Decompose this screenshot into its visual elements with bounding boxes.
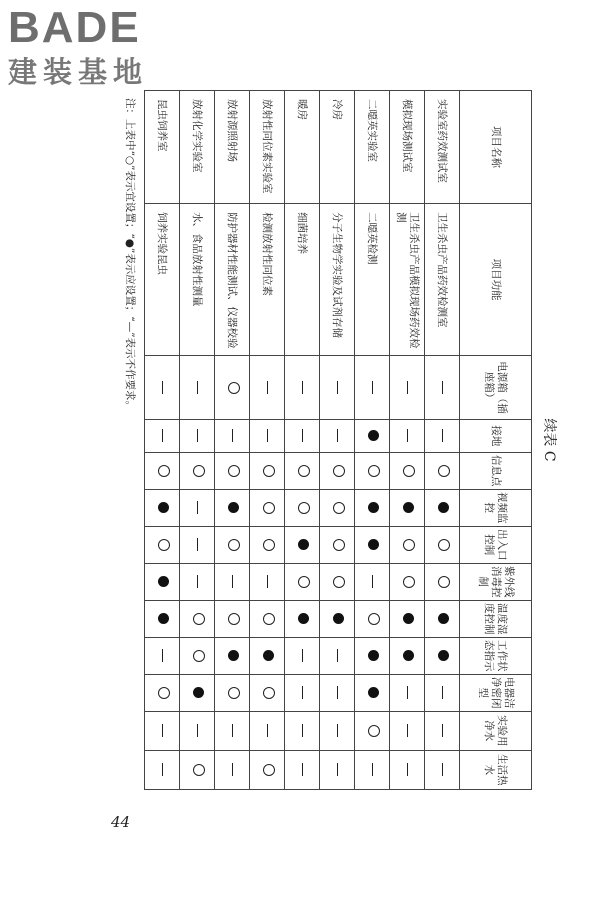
empty-circle-icon: [228, 613, 240, 625]
requirement-cell: [215, 711, 250, 750]
requirement-cell: [320, 526, 355, 563]
dash-icon: [162, 649, 163, 662]
table-row: [180, 91, 215, 790]
empty-circle-icon: [333, 465, 345, 477]
table-row: [390, 91, 425, 790]
requirement-cell: [355, 489, 390, 526]
requirement-cell: [425, 750, 460, 789]
requirement-cell: [215, 563, 250, 600]
requirement-cell: [390, 750, 425, 789]
requirement-cell: [355, 600, 390, 637]
requirement-cell: [355, 637, 390, 674]
filled-circle-icon: [369, 539, 380, 550]
dash-icon: [267, 429, 268, 442]
empty-circle-icon: [158, 687, 170, 699]
dash-icon: [232, 724, 233, 737]
room-name-cell: 放射源照射场: [215, 91, 250, 204]
empty-circle-icon: [403, 465, 415, 477]
table-row: [285, 91, 320, 790]
requirement-cell: [285, 489, 320, 526]
requirement-cell: [425, 600, 460, 637]
requirement-cell: [390, 711, 425, 750]
table-row: [250, 91, 285, 790]
requirement-cell: [215, 674, 250, 711]
empty-circle-icon: [193, 613, 205, 625]
dash-icon: [407, 763, 408, 776]
empty-circle-icon: [263, 687, 275, 699]
requirement-cell: [425, 526, 460, 563]
filled-circle-icon: [159, 502, 170, 513]
requirement-cell: [355, 419, 390, 452]
requirement-cell: [250, 674, 285, 711]
empty-circle-icon: [263, 613, 275, 625]
requirement-cell: [215, 419, 250, 452]
header-cell: 视频监控: [460, 489, 532, 526]
header-cell: 实验用净水: [460, 711, 532, 750]
requirement-cell: [180, 452, 215, 489]
requirement-cell: [215, 750, 250, 789]
dash-icon: [232, 763, 233, 776]
requirement-cell: [390, 637, 425, 674]
requirement-cell: [180, 750, 215, 789]
empty-circle-icon: [438, 539, 450, 551]
dash-icon: [302, 763, 303, 776]
empty-circle-icon: [158, 539, 170, 551]
dash-icon: [267, 575, 268, 588]
filled-circle-icon: [264, 650, 275, 661]
logo-sub-text: 建装基地: [8, 55, 149, 89]
requirement-cell: [145, 637, 180, 674]
requirement-cell: [215, 637, 250, 674]
requirement-cell: [180, 600, 215, 637]
table-row: [425, 91, 460, 790]
requirement-cell: [215, 452, 250, 489]
requirement-cell: [320, 711, 355, 750]
filled-circle-icon: [369, 502, 380, 513]
header-cell: 电器洁净密闭型: [460, 674, 532, 711]
requirement-cell: [285, 419, 320, 452]
header-cell: 电源箱（插座箱）: [460, 356, 532, 420]
requirement-cell: [250, 452, 285, 489]
empty-circle-icon: [228, 382, 240, 394]
room-function-cell: 饲养实验昆虫: [145, 204, 180, 356]
requirement-cell: [250, 637, 285, 674]
empty-circle-icon: [403, 539, 415, 551]
room-name-cell: 昆虫饲养室: [145, 91, 180, 204]
dash-icon: [162, 763, 163, 776]
empty-circle-icon: [403, 576, 415, 588]
requirement-cell: [285, 600, 320, 637]
requirement-cell: [250, 711, 285, 750]
empty-circle-icon: [228, 687, 240, 699]
room-function-cell: 二噁英检测: [355, 204, 390, 356]
dash-icon: [337, 429, 338, 442]
dash-icon: [302, 381, 303, 394]
empty-circle-icon: [228, 539, 240, 551]
filled-circle-icon: [369, 687, 380, 698]
room-function-cell: 细菌培养: [285, 204, 320, 356]
requirement-cell: [355, 674, 390, 711]
empty-circle-icon: [193, 650, 205, 662]
requirement-cell: [180, 637, 215, 674]
header-cell: 工作状态指示: [460, 637, 532, 674]
dash-icon: [337, 381, 338, 394]
requirement-cell: [355, 711, 390, 750]
room-function-cell: 分子生物学实验及试剂存储: [320, 204, 355, 356]
requirement-cell: [355, 452, 390, 489]
requirement-cell: [320, 600, 355, 637]
requirement-cell: [145, 419, 180, 452]
room-name-cell: 放射性同位素实验室: [250, 91, 285, 204]
dash-icon: [407, 381, 408, 394]
dash-icon: [267, 381, 268, 394]
empty-circle-icon: [263, 502, 275, 514]
empty-circle-icon: [438, 576, 450, 588]
filled-circle-icon: [404, 613, 415, 624]
filled-circle-icon: [159, 576, 170, 587]
dash-icon: [197, 381, 198, 394]
requirement-cell: [285, 750, 320, 789]
requirement-cell: [215, 526, 250, 563]
requirement-cell: [180, 674, 215, 711]
dash-icon: [337, 763, 338, 776]
requirement-cell: [390, 489, 425, 526]
requirement-cell: [145, 674, 180, 711]
requirement-cell: [425, 711, 460, 750]
empty-circle-icon: [333, 502, 345, 514]
dash-icon: [197, 429, 198, 442]
requirement-cell: [285, 452, 320, 489]
requirement-cell: [145, 711, 180, 750]
dash-icon: [302, 686, 303, 699]
requirement-cell: [285, 563, 320, 600]
room-name-cell: 冷房: [320, 91, 355, 204]
dash-icon: [337, 686, 338, 699]
empty-circle-icon: [228, 465, 240, 477]
filled-circle-icon: [404, 650, 415, 661]
requirement-cell: [145, 526, 180, 563]
filled-circle-icon: [334, 613, 345, 624]
filled-circle-icon: [159, 613, 170, 624]
dash-icon: [337, 649, 338, 662]
dash-icon: [372, 381, 373, 394]
header-cell: 项目名称: [460, 91, 532, 204]
requirement-cell: [390, 600, 425, 637]
requirement-cell: [320, 489, 355, 526]
requirement-cell: [285, 711, 320, 750]
dash-icon: [372, 763, 373, 776]
requirement-cell: [425, 419, 460, 452]
requirement-cell: [145, 750, 180, 789]
filled-circle-icon: [229, 502, 240, 513]
room-function-cell: 卫生杀虫产品模拟现场药效检测: [390, 204, 425, 356]
filled-circle-icon: [404, 502, 415, 513]
empty-circle-icon: [298, 576, 310, 588]
header-cell: 项目功能: [460, 204, 532, 356]
requirement-cell: [390, 452, 425, 489]
requirement-cell: [180, 563, 215, 600]
empty-circle-icon: [193, 764, 205, 776]
requirement-cell: [390, 356, 425, 420]
dash-icon: [197, 501, 198, 514]
requirement-cell: [215, 600, 250, 637]
filled-circle-icon: [299, 539, 310, 550]
room-function-cell: 水、食品放射性测量: [180, 204, 215, 356]
empty-circle-icon: [193, 465, 205, 477]
empty-circle-icon: [333, 539, 345, 551]
requirement-cell: [250, 563, 285, 600]
requirement-cell: [355, 563, 390, 600]
filled-circle-icon: [439, 502, 450, 513]
table-row: [320, 91, 355, 790]
dash-icon: [407, 429, 408, 442]
dash-icon: [442, 429, 443, 442]
requirement-cell: [250, 750, 285, 789]
dash-icon: [162, 429, 163, 442]
bade-logo: [8, 4, 183, 94]
requirement-cell: [355, 750, 390, 789]
requirement-cell: [390, 674, 425, 711]
dash-icon: [162, 724, 163, 737]
table-row: [215, 91, 250, 790]
header-cell: 接地: [460, 419, 532, 452]
dash-icon: [162, 381, 163, 394]
empty-circle-icon: [438, 465, 450, 477]
requirement-cell: [250, 600, 285, 637]
requirements-table: [144, 90, 532, 790]
requirement-cell: [390, 419, 425, 452]
requirement-cell: [180, 711, 215, 750]
requirement-cell: [425, 356, 460, 420]
dash-icon: [197, 575, 198, 588]
requirement-cell: [425, 674, 460, 711]
dash-icon: [197, 724, 198, 737]
table-note: 注：上表中“○”表示宜设置；“●”表示应设置；“—”表示不作要求。: [124, 98, 136, 412]
requirement-cell: [250, 526, 285, 563]
requirement-cell: [285, 526, 320, 563]
room-name-cell: 放射化学实验室: [180, 91, 215, 204]
requirement-cell: [180, 489, 215, 526]
filled-circle-icon: [299, 613, 310, 624]
requirement-cell: [285, 356, 320, 420]
empty-circle-icon: [263, 465, 275, 477]
header-cell: 温度湿度控制: [460, 600, 532, 637]
requirement-cell: [320, 563, 355, 600]
empty-circle-icon: [263, 539, 275, 551]
empty-circle-icon: [368, 465, 380, 477]
rotated-content: [116, 90, 566, 790]
empty-circle-icon: [368, 725, 380, 737]
requirement-cell: [320, 356, 355, 420]
empty-circle-icon: [298, 502, 310, 514]
room-name-cell: 模拟现场测试室: [390, 91, 425, 204]
dash-icon: [302, 649, 303, 662]
requirement-cell: [425, 452, 460, 489]
empty-circle-icon: [158, 465, 170, 477]
requirement-cell: [250, 419, 285, 452]
dash-icon: [267, 724, 268, 737]
room-function-cell: 检测放射性同位素: [250, 204, 285, 356]
dash-icon: [302, 429, 303, 442]
requirement-cell: [145, 563, 180, 600]
requirement-cell: [180, 419, 215, 452]
filled-circle-icon: [194, 687, 205, 698]
requirement-cell: [180, 526, 215, 563]
requirement-cell: [355, 526, 390, 563]
filled-circle-icon: [439, 650, 450, 661]
empty-circle-icon: [298, 465, 310, 477]
header-cell: 生活热水: [460, 750, 532, 789]
room-function-cell: 卫生杀虫产品药效检测室: [425, 204, 460, 356]
requirement-cell: [215, 489, 250, 526]
dash-icon: [302, 724, 303, 737]
requirement-cell: [320, 452, 355, 489]
requirement-cell: [285, 637, 320, 674]
requirement-cell: [145, 356, 180, 420]
dash-icon: [442, 724, 443, 737]
requirement-cell: [180, 356, 215, 420]
requirement-cell: [355, 356, 390, 420]
header-cell: 信息点: [460, 452, 532, 489]
room-function-cell: 防护器材性能测试、仪器校验: [215, 204, 250, 356]
header-cell: 出入口控制: [460, 526, 532, 563]
requirement-cell: [390, 526, 425, 563]
logo-main-text: BADE: [8, 3, 141, 52]
dash-icon: [442, 381, 443, 394]
header-cell: 紫外线消毒控制: [460, 563, 532, 600]
dash-icon: [442, 686, 443, 699]
header-row: [460, 91, 532, 790]
requirement-cell: [390, 563, 425, 600]
dash-icon: [232, 429, 233, 442]
filled-circle-icon: [439, 613, 450, 624]
table-caption: 续表 C: [541, 418, 557, 462]
dash-icon: [337, 724, 338, 737]
requirement-cell: [320, 637, 355, 674]
filled-circle-icon: [369, 650, 380, 661]
table-body: [145, 91, 460, 790]
page-number: 44: [111, 813, 131, 831]
room-name-cell: 实验室药效测试室: [425, 91, 460, 204]
room-name-cell: 暖房: [285, 91, 320, 204]
requirement-cell: [250, 356, 285, 420]
table-row: [145, 91, 180, 790]
requirement-cell: [320, 750, 355, 789]
table-row: [355, 91, 390, 790]
requirement-cell: [320, 419, 355, 452]
requirement-cell: [250, 489, 285, 526]
dash-icon: [372, 575, 373, 588]
rotated-page-area: [116, 90, 566, 790]
dash-icon: [442, 763, 443, 776]
requirement-cell: [145, 452, 180, 489]
requirement-cell: [320, 674, 355, 711]
requirement-cell: [215, 356, 250, 420]
empty-circle-icon: [368, 613, 380, 625]
dash-icon: [407, 686, 408, 699]
requirement-cell: [285, 674, 320, 711]
filled-circle-icon: [369, 430, 380, 441]
dash-icon: [407, 724, 408, 737]
requirement-cell: [425, 489, 460, 526]
filled-circle-icon: [229, 650, 240, 661]
requirement-cell: [425, 637, 460, 674]
requirement-cell: [425, 563, 460, 600]
empty-circle-icon: [263, 764, 275, 776]
empty-circle-icon: [333, 576, 345, 588]
room-name-cell: 二噁英实验室: [355, 91, 390, 204]
requirement-cell: [145, 489, 180, 526]
dash-icon: [197, 538, 198, 551]
dash-icon: [232, 575, 233, 588]
requirement-cell: [145, 600, 180, 637]
